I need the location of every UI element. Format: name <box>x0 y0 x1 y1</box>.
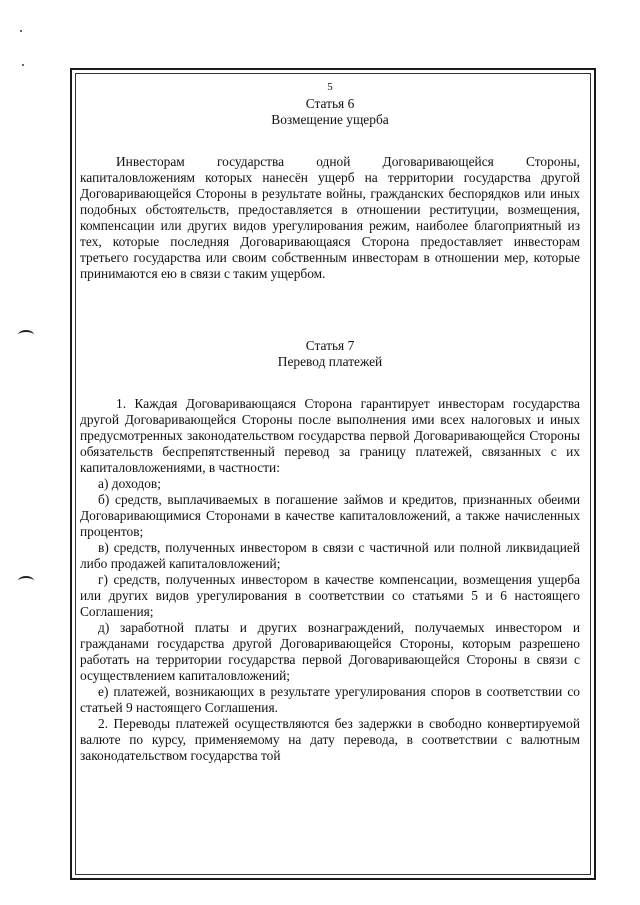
article-7-item-g: г) средств, полученных инвестором в качестве компенсации, возмещения ущерба или других видов урегулирования в соответствии со статьями 5 и 6 настоящего Соглашения; <box>80 572 580 619</box>
document-body <box>80 80 580 764</box>
article-7-item-b: б) средств, выплачиваемых в погашение займов и кредитов, признанных обеими Договаривающимися Сторонами в качестве капиталовложений, а также начисленных процентов; <box>80 492 580 539</box>
scan-speck <box>22 64 24 66</box>
article-7-item-e: е) платежей, возникающих в результате урегулирования споров в соответствии со статьей 9 настоящего Соглашения. <box>80 684 580 715</box>
article-6-paragraph: Инвесторам государства одной Договаривающейся Стороны, капиталовложениям которых нанесён ущерб на территории государства другой Договаривающейся Стороны в результате войны, гражданских беспорядков или иных подобных обстоятельств, предоставляется в отношении реституции, возмещения, компенсации или других видов урегулирования режим, наиболее благоприятный из тех, которые последняя Договаривающаяся Сторона предоставляет инвесторам третьего государства или своим собственным инвесторам в отношении мер, которые принимаются ею в связи с таким ущербом. <box>80 154 580 281</box>
article-7 <box>80 338 580 764</box>
article-7-item-d: д) заработной платы и других вознаграждений, получаемых инвестором и гражданами государства другой Договаривающейся Стороны, которым разрешено работать на территории государства первой Договаривающейся Стороны в связи с осуществлением капиталовложений; <box>80 620 580 683</box>
article-6-title: Возмещение ущерба <box>271 112 389 127</box>
article-7-item-v: в) средств, полученных инвестором в связи с частичной или полной ликвидацией либо продажей капиталовложений; <box>80 540 580 571</box>
article-7-title: Перевод платежей <box>277 354 383 369</box>
page-number: 5 <box>327 81 333 93</box>
article-7-heading: Статья 7 <box>305 338 355 353</box>
margin-binding-mark <box>18 576 34 586</box>
margin-binding-mark <box>18 330 34 340</box>
article-7-item-a: а) доходов; <box>98 476 161 491</box>
article-6 <box>80 96 580 282</box>
article-6-heading: Статья 6 <box>305 96 355 111</box>
article-7-paragraph-1: 1. Каждая Договаривающаяся Сторона гарантирует инвесторам государства другой Договаривающейся Стороны после выполнения ими всех налоговых и иных предусмотренных законодательством государства первой Договаривающейся Стороны обязательств беспрепятственный перевод за границу платежей, связанных с их капиталовложениями, в частности: <box>80 396 580 475</box>
section-gap <box>80 282 580 338</box>
scan-speck <box>20 30 22 32</box>
article-7-paragraph-2: 2. Переводы платежей осуществляются без задержки в свободно конвертируемой валюте по курсу, применяемому на дату перевода, в соответствии с валютным законодательством государства той <box>80 716 580 763</box>
